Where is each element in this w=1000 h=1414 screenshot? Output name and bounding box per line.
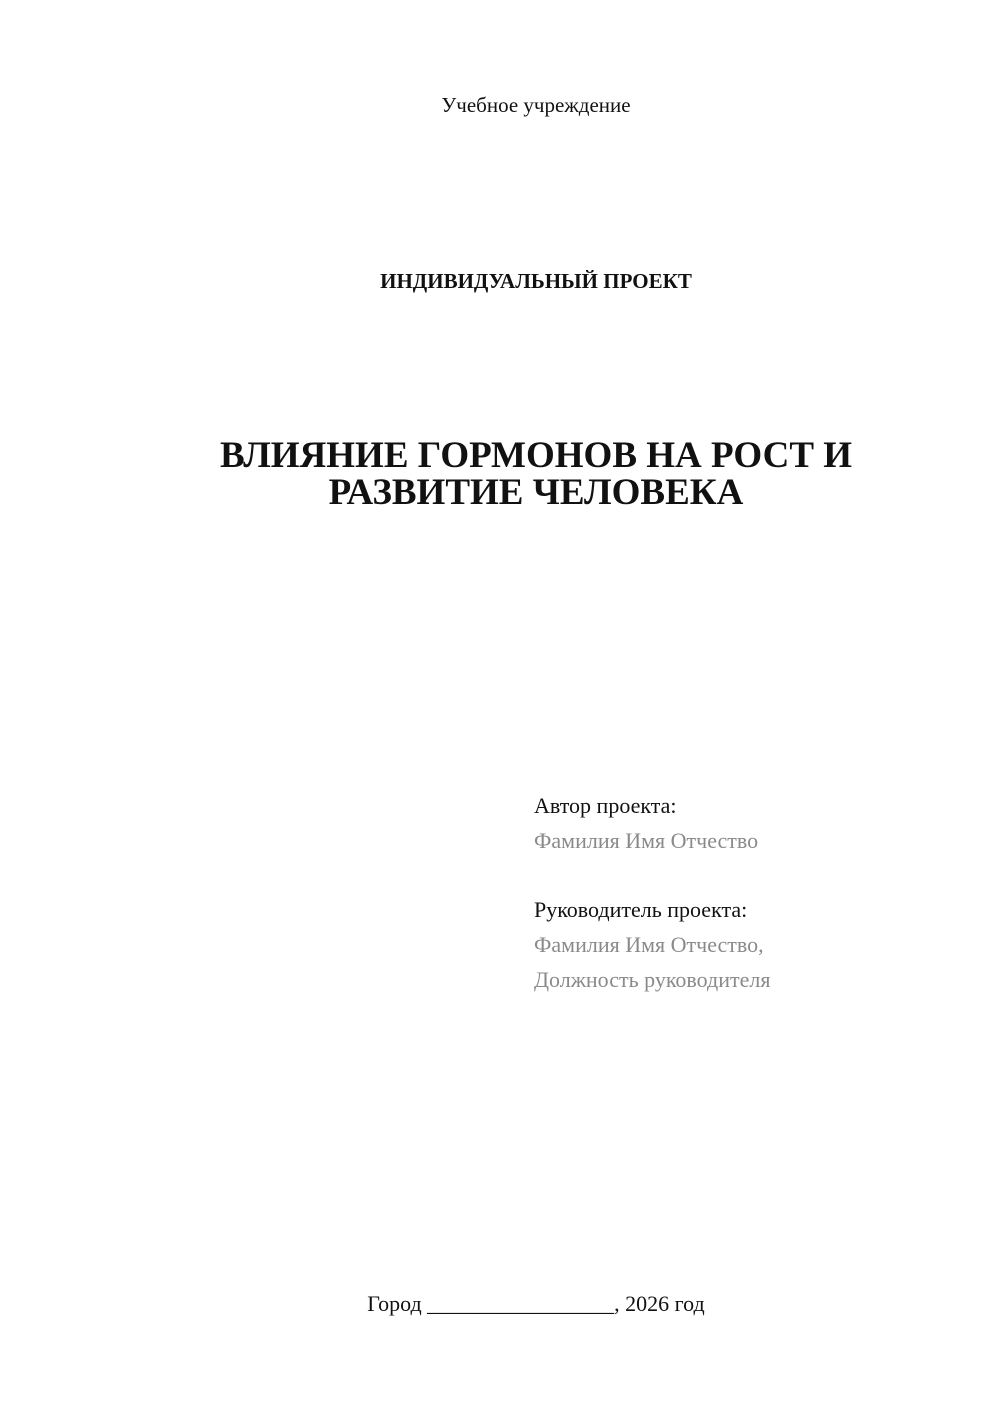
project-type-heading: ИНДИВИДУАЛЬНЫЙ ПРОЕКТ [380,269,692,293]
supervisor-name: Фамилия Имя Отчество, [534,932,764,957]
credits-spacer [534,858,964,892]
author-name: Фамилия Имя Отчество [534,828,759,853]
supervisor-label: Руководитель проекта: [534,897,748,922]
project-title-line-2: РАЗВИТИЕ ЧЕЛОВЕКА [328,472,744,513]
project-title [0,437,1000,511]
supervisor-position: Должность руководителя [534,967,771,992]
institution-name: Учебное учреждение [441,93,631,117]
project-title-line-1: ВЛИЯНИЕ ГОРМОНОВ НА РОСТ И [219,435,853,476]
credits-block [534,788,964,997]
author-label: Автор проекта: [534,793,677,818]
city-year-footer: Город _________________, 2026 год [367,1291,705,1316]
